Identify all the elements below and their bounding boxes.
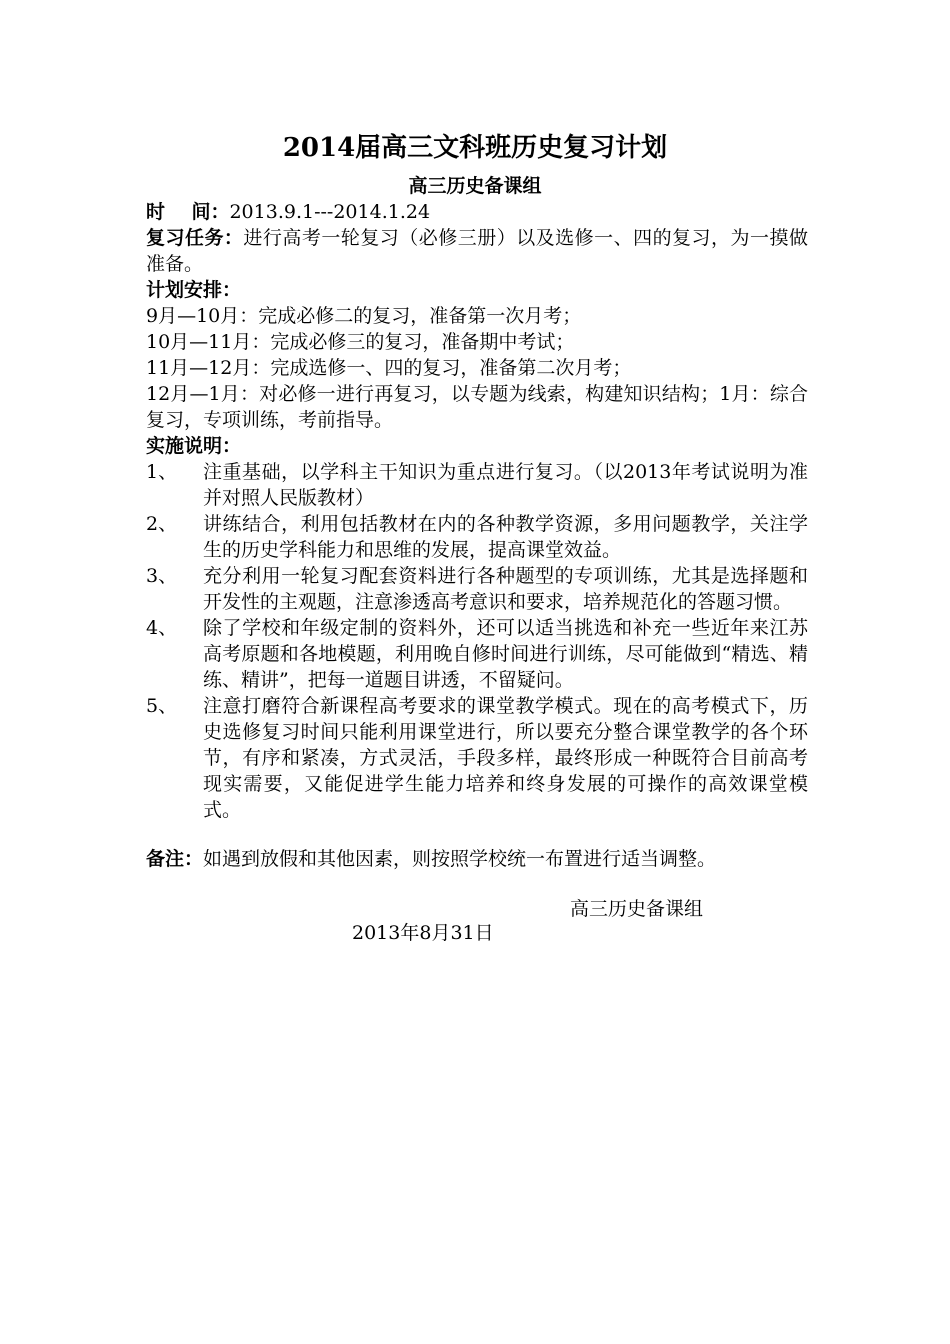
schedule-item: 10月—11月：完成必修三的复习，准备期中考试； [146, 331, 575, 353]
task-value: 进行高考一轮复习（必修三册）以及选修一、四的复习，为一摸做准备。 [146, 227, 808, 275]
schedule-heading: 计划安排： [146, 279, 242, 301]
implementation-item [146, 459, 808, 511]
note-line [146, 846, 826, 872]
note-value: 如遇到放假和其他因素，则按照学校统一布置进行适当调整。 [203, 848, 717, 870]
signature-date: 2013年8月31日 [352, 922, 494, 944]
item-text: 注意打磨符合新课程高考要求的课堂教学模式。现在的高考模式下，历史选修复习时间只能利用课堂进行，所以要充分整合课堂教学的各个环节，有序和紧凑，方式灵活，手段多样，最终形成一种既符合目前高考现实需要，又能促进学生能力培养和终身发展的可操作的高效课堂模式。 [203, 695, 808, 821]
time-label: 时 间： [146, 201, 230, 223]
task-paragraph [146, 225, 808, 277]
item-number: 5、 [146, 695, 178, 717]
document-subtitle: 高三历史备课组 [408, 175, 542, 197]
item-number: 1、 [146, 461, 178, 483]
item-text: 除了学校和年级定制的资料外，还可以适当挑选和补充一些近年来江苏高考原题和各地模题，利用晚自修时间进行训练，尽可能做到“精选、精练、精讲”，把每一道题目讲透，不留疑问。 [203, 617, 808, 691]
schedule-item: 12月—1月：对必修一进行再复习，以专题为线索，构建知识结构；1月：综合复习，专项训练，考前指导。 [146, 383, 808, 431]
task-label: 复习任务： [146, 227, 244, 249]
item-number: 2、 [146, 513, 178, 535]
schedule-item: 9月—10月：完成必修二的复习，准备第一次月考； [146, 305, 582, 327]
implementation-item [146, 615, 808, 693]
item-text: 注重基础，以学科主干知识为重点进行复习。（以2013年考试说明为准并对照人民版教材） [203, 461, 808, 509]
implementation-list [146, 459, 808, 823]
item-number: 4、 [146, 617, 178, 639]
item-number: 3、 [146, 565, 178, 587]
item-text: 讲练结合，利用包括教材在内的各种教学资源，多用问题教学，关注学生的历史学科能力和思维的发展，提高课堂效益。 [203, 513, 808, 561]
document-title: 2014届高三文科班历史复习计划 [282, 133, 668, 163]
item-text: 充分利用一轮复习配套资料进行各种题型的专项训练，尤其是选择题和开发性的主观题，注意渗透高考意识和要求，培养规范化的答题习惯。 [203, 565, 808, 613]
time-line [146, 199, 808, 225]
implementation-item [146, 511, 808, 563]
implementation-item [146, 693, 808, 823]
implementation-item [146, 563, 808, 615]
schedule-item: 11月—12月：完成选修一、四的复习，准备第二次月考； [146, 357, 632, 379]
document-body [146, 199, 808, 823]
signature-group: 高三历史备课组 [570, 898, 704, 920]
implementation-heading: 实施说明： [146, 435, 242, 457]
time-value: 2013.9.1---2014.1.24 [229, 201, 431, 223]
note-label: 备注： [146, 848, 204, 870]
